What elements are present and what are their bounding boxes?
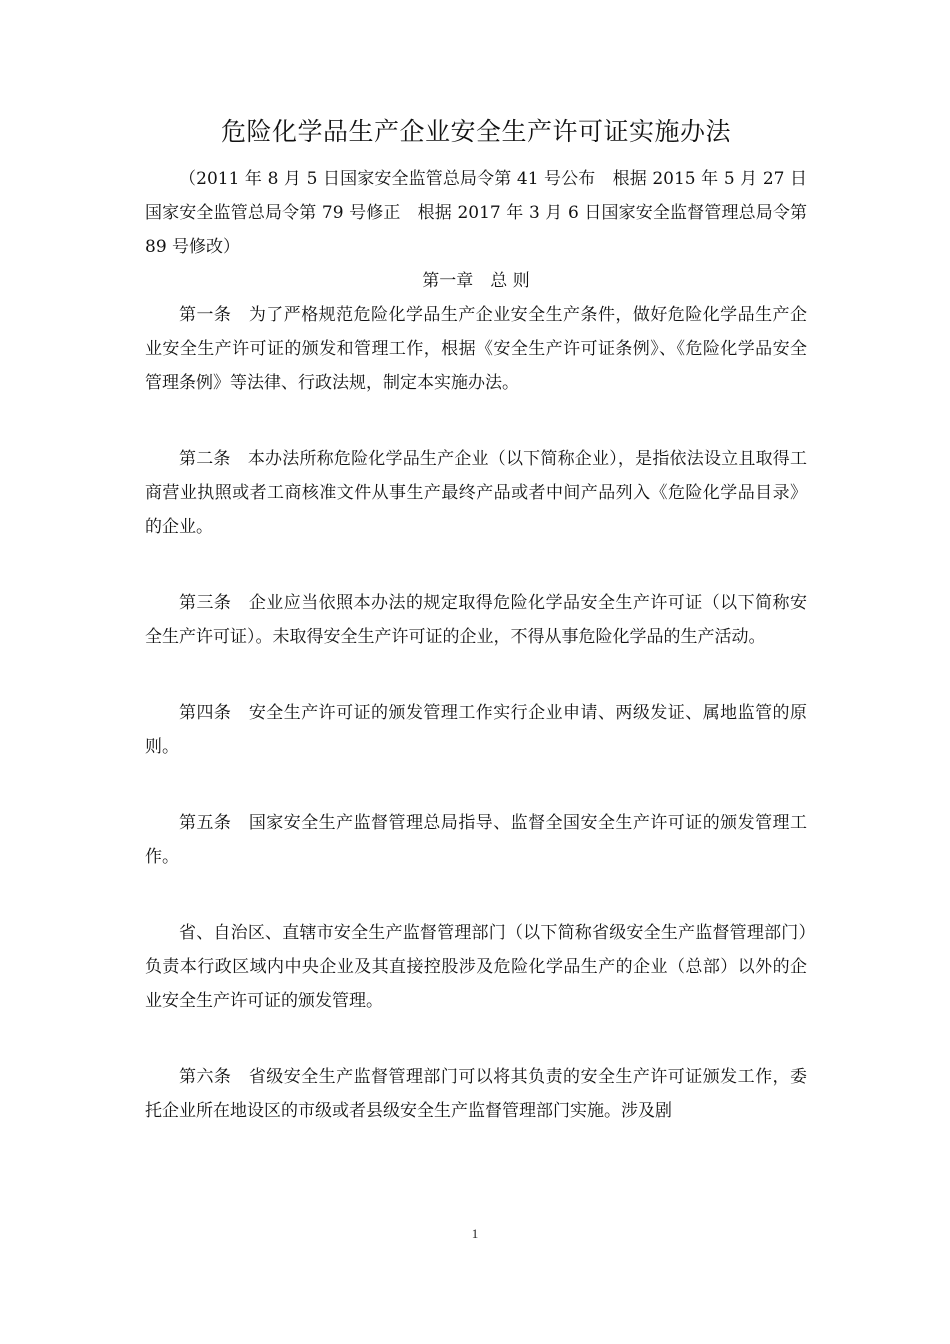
paragraph-gap [145, 400, 807, 442]
article-5: 第五条 国家安全生产监督管理总局指导、监督全国安全生产许可证的颁发管理工作。 [145, 813, 807, 867]
page-number: 1 [471, 1226, 479, 1241]
article-4: 第四条 安全生产许可证的颁发管理工作实行企业申请、两级发证、属地监管的原则。 [145, 703, 807, 757]
chapter-heading: 第一章 总 则 [422, 271, 530, 291]
article-2: 第二条 本办法所称危险化学品生产企业（以下简称企业），是指依法设立且取得工商营业执照或者工商核准文件从事生产最终产品或者中间产品列入《危险化学品目录》的企业。 [145, 449, 807, 537]
document-subtitle: （2011 年 8 月 5 日国家安全监管总局令第 41 号公布 根据 2015 年 5 月 27 日国家安全监管总局令第 79 号修正 根据 2017 年 3 月 6 日国家安全监督管理总局令第 89 号修改） [145, 169, 807, 257]
article-1: 第一条 为了严格规范危险化学品生产企业安全生产条件，做好危险化学品生产企业安全生产许可证的颁发和管理工作，根据《安全生产许可证条例》、《危险化学品安全管理条例》等法律、行政法规，制定本实施办法。 [145, 305, 807, 393]
paragraph-gap [145, 764, 807, 806]
article-5-provincial: 省、自治区、直辖市安全生产监督管理部门（以下简称省级安全生产监督管理部门）负责本行政区域内中央企业及其直接控股涉及危险化学品生产的企业（总部）以外的企业安全生产许可证的颁发管理。 [145, 923, 807, 1011]
paragraph-gap [145, 544, 807, 586]
paragraph-gap [145, 654, 807, 696]
article-6: 第六条 省级安全生产监督管理部门可以将其负责的安全生产许可证颁发工作，委托企业所在地设区的市级或者县级安全生产监督管理部门实施。涉及剧 [145, 1067, 807, 1121]
document-title: 危险化学品生产企业安全生产许可证实施办法 [220, 117, 731, 146]
document-content [145, 112, 807, 1128]
article-3: 第三条 企业应当依照本办法的规定取得危险化学品安全生产许可证（以下简称安全生产许可证）。未取得安全生产许可证的企业，不得从事危险化学品的生产活动。 [145, 593, 807, 647]
paragraph-gap [145, 1018, 807, 1060]
paragraph-gap [145, 874, 807, 916]
